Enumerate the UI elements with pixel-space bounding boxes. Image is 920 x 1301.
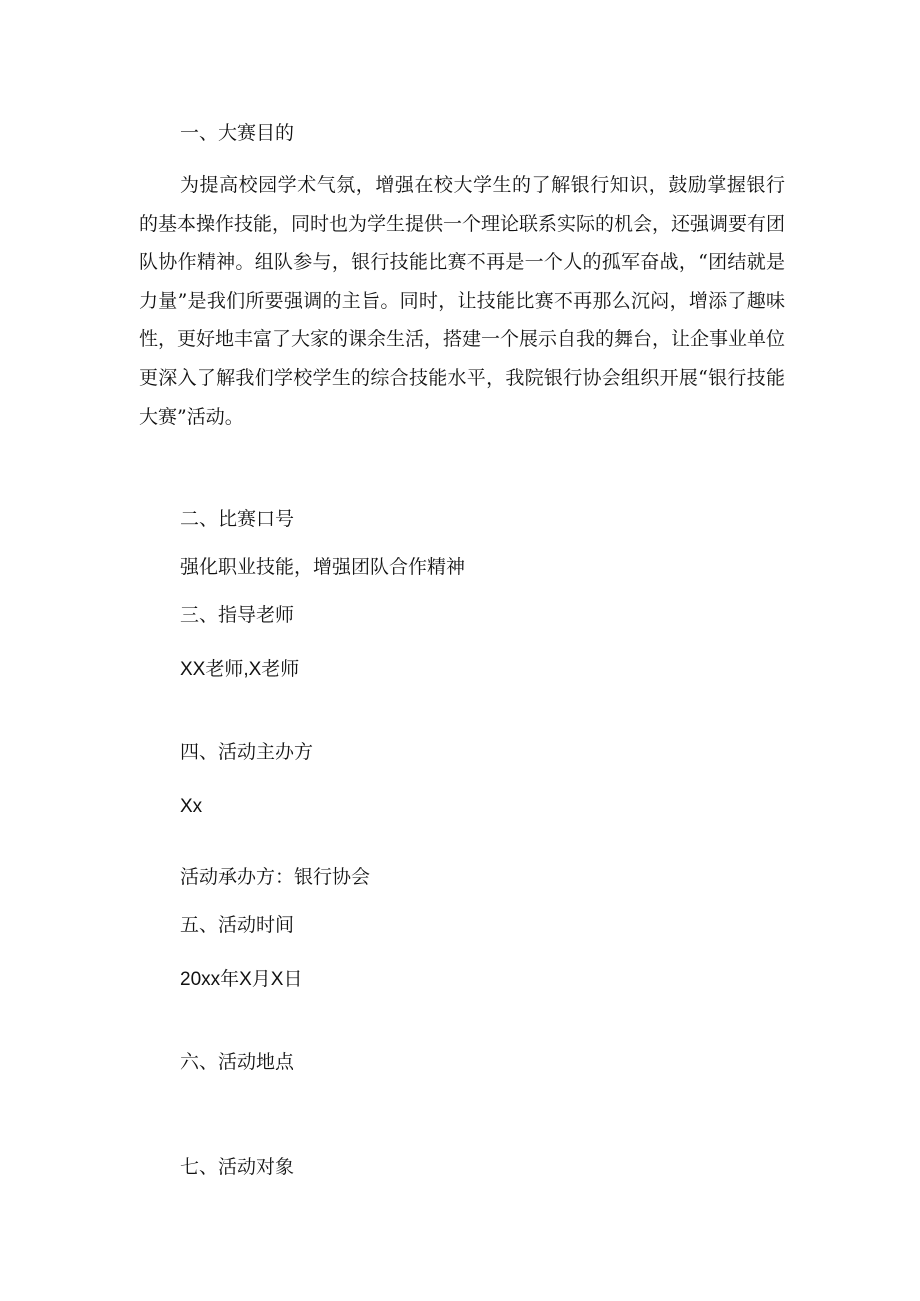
section-2-heading: 二、比赛口号 — [180, 508, 295, 530]
section-1-paragraph: 为提高校园学术气氛，增强在校大学生的了解银行知识，鼓励掌握银行的基本操作技能，同时也为学生提供一个理论联系实际的机会，还强调要有团队协作精神。组队参与，银行技能比赛不再是一个人的孤军奋战，“团结就是力量”是我们所要强调的主旨。同时，让技能比赛不再那么沉闷，增添了趣味性，更好地丰富了大家的课余生活，搭建一个展示自我的舞台，让企事业单位更深入了解我们学校学生的综合技能水平，我院银行协会组织开展“银行技能大赛”活动。 — [139, 174, 786, 428]
section-3-heading: 三、指导老师 — [180, 604, 295, 626]
event-date: 20xx年X月X日 — [180, 969, 303, 990]
section-5-heading: 五、活动时间 — [180, 914, 295, 936]
event-host: Xx — [180, 796, 203, 817]
event-organizer: 活动承办方：银行协会 — [180, 866, 371, 888]
section-7-heading: 七、活动对象 — [180, 1156, 295, 1178]
section-4-heading: 四、活动主办方 — [180, 741, 314, 763]
section-6-heading: 六、活动地点 — [180, 1051, 295, 1073]
section-1-heading: 一、大赛目的 — [180, 122, 295, 144]
competition-slogan: 强化职业技能，增强团队合作精神 — [180, 556, 466, 578]
advisor-teachers: XX老师,X老师 — [180, 659, 300, 680]
